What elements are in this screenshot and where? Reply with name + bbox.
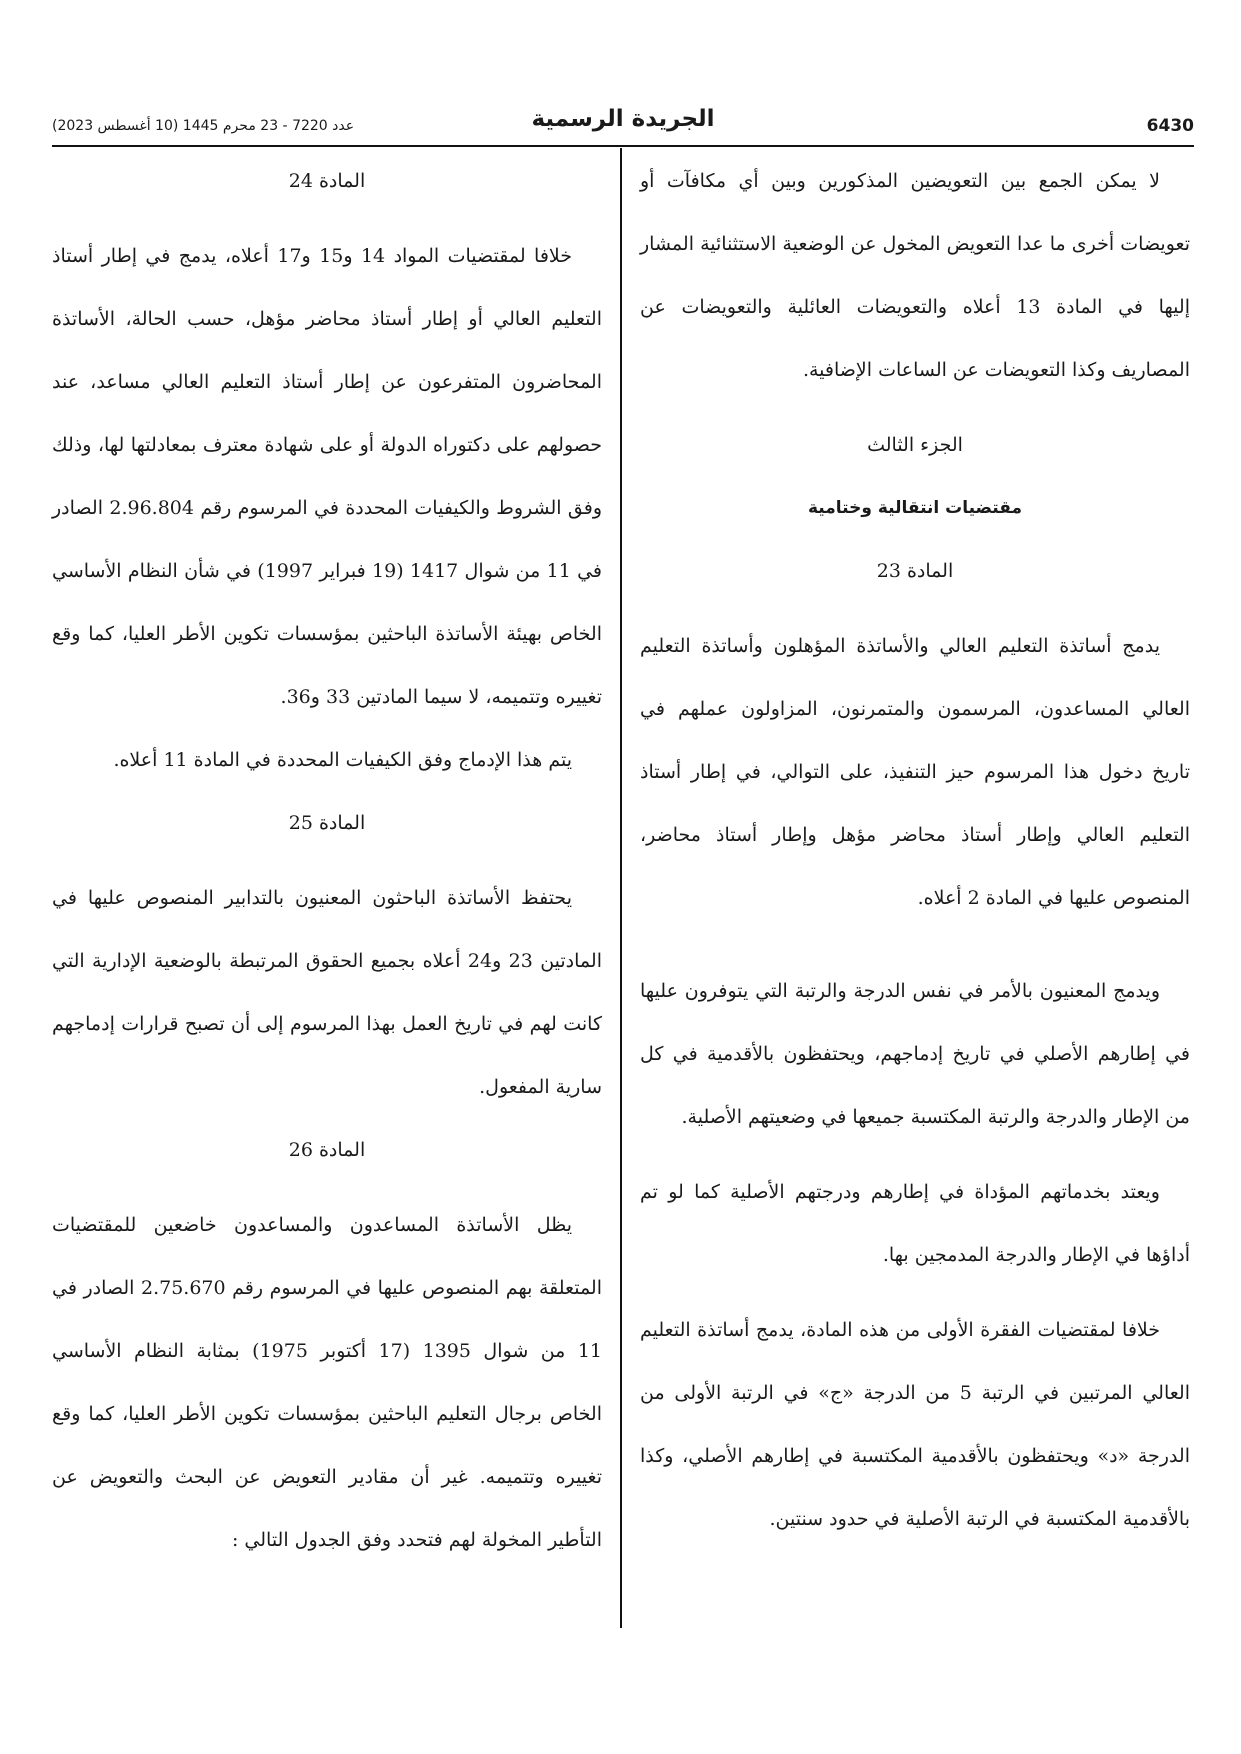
paragraph: ويعتد بخدماتهم المؤداة في إطارهم ودرجتهم الأصلية كما لو تم أداؤها في الإطار والدرجة المدمجين بها. bbox=[640, 1181, 1190, 1266]
part-title: الجزء الثالث bbox=[867, 434, 963, 456]
article-title: المادة 26 bbox=[288, 1139, 366, 1161]
column-divider bbox=[620, 148, 622, 1628]
gazette-title: الجريدة الرسمية bbox=[531, 106, 715, 132]
paragraph: يدمج أساتذة التعليم العالي والأساتذة المؤهلون وأساتذة التعليم العالي المساعدون، المرسمون والمتمرنون، المزاولون عملهم في تاريخ دخول هذا المرسوم حيز التنفيذ، على التوالي، في إطار أستاذ التعليم العالي وإطار أستاذ محاضر مؤهل وإطار أستاذ محاضر، المنصوص عليها في المادة 2 أعلاه. bbox=[640, 635, 1190, 909]
paragraph: يتم هذا الإدماج وفق الكيفيات المحددة في المادة 11 أعلاه. bbox=[113, 749, 572, 771]
header-divider bbox=[52, 145, 1194, 147]
paragraph: خلافا لمقتضيات الفقرة الأولى من هذه المادة، يدمج أساتذة التعليم العالي المرتبين في الرتبة 5 من الدرجة «ج» في الرتبة الأولى من الدرجة «د» ويحتفظون بالأقدمية المكتسبة في إطارهم الأصلي، وكذا بالأقدمية المكتسبة في الرتبة الأصلية في حدود سنتين. bbox=[640, 1319, 1190, 1530]
right-column bbox=[640, 150, 1190, 1551]
article-title: المادة 23 bbox=[876, 560, 954, 582]
left-column bbox=[52, 150, 602, 1572]
paragraph: لا يمكن الجمع بين التعويضين المذكورين وبين أي مكافآت أو تعويضات أخرى ما عدا التعويض المخول عن الوضعية الاستثنائية المشار إليها في المادة 13 أعلاه والتعويضات العائلية والتعويضات عن المصاريف وكذا التعويضات عن الساعات الإضافية. bbox=[640, 170, 1190, 381]
page-header bbox=[52, 106, 1194, 144]
paragraph: خلافا لمقتضيات المواد 14 و15 و17 أعلاه، يدمج في إطار أستاذ التعليم العالي أو إطار أستاذ محاضر مؤهل، حسب الحالة، الأساتذة المحاضرون المتفرعون عن إطار أستاذ التعليم العالي مساعد، عند حصولهم على دكتوراه الدولة أو على شهادة معترف بمعادلتها لها، وذلك وفق الشروط والكيفيات المحددة في المرسوم رقم 2.96.804 الصادر في 11 من شوال 1417 (19 فبراير 1997) في شأن النظام الأساسي الخاص بهيئة الأساتذة الباحثين بمؤسسات تكوين الأطر العليا، كما وقع تغييره وتتميمه، لا سيما المادتين 33 و36. bbox=[52, 245, 603, 708]
article-title: المادة 24 bbox=[288, 170, 366, 192]
issue-info: عدد 7220 - 23 محرم 1445 (10 أغسطس 2023) bbox=[52, 118, 355, 134]
paragraph: يظل الأساتذة المساعدون والمساعدون خاضعين للمقتضيات المتعلقة بهم المنصوص عليها في المرسوم رقم 2.75.670 الصادر في 11 من شوال 1395 (17 أكتوبر 1975) بمثابة النظام الأساسي الخاص برجال التعليم الباحثين بمؤسسات تكوين الأطر العليا، كما وقع تغييره وتتميمه. غير أن مقادير التعويض عن البحث والتعويض عن التأطير المخولة لهم فتحدد وفق الجدول التالي : bbox=[52, 1214, 603, 1551]
part-subtitle: مقتضيات انتقالية وختامية bbox=[807, 498, 1022, 518]
article-title: المادة 25 bbox=[288, 812, 366, 834]
page-number: 6430 bbox=[1146, 116, 1194, 136]
paragraph: يحتفظ الأساتذة الباحثون المعنيون بالتدابير المنصوص عليها في المادتين 23 و24 أعلاه بجميع الحقوق المرتبطة بالوضعية الإدارية التي كانت لهم في تاريخ العمل بهذا المرسوم إلى أن تصبح قرارات إدماجهم سارية المفعول. bbox=[52, 887, 602, 1098]
paragraph: ويدمج المعنيون بالأمر في نفس الدرجة والرتبة التي يتوفرون عليها في إطارهم الأصلي في تاريخ إدماجهم، ويحتفظون بالأقدمية في كل من الإطار والدرجة والرتبة المكتسبة جميعها في وضعيتهم الأصلية. bbox=[640, 980, 1190, 1128]
